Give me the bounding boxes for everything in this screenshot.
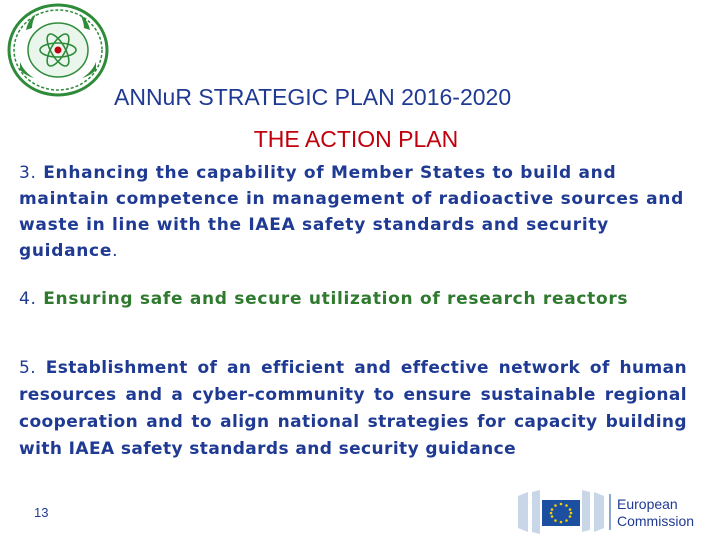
item-text: Ensuring safe and secure utilization of research reactors (36, 289, 629, 309)
item-tail: . (112, 241, 119, 261)
item-text: Enhancing the capability of Member States to build and maintain competence in management of radioactive sources and waste in line with the IAEA safety standards and security guidance (19, 163, 684, 261)
action-item-5 (19, 355, 687, 463)
action-item-3 (19, 160, 687, 264)
slide-subtitle (0, 126, 720, 153)
ec-logo-text (617, 496, 694, 530)
ec-line-1: European (617, 496, 678, 512)
item-number: 5. (19, 358, 37, 378)
annur-logo-icon (6, 2, 110, 98)
action-item-4 (19, 286, 687, 312)
item-number: 4. (19, 289, 37, 309)
slide-subtitle-text: THE ACTION PLAN (253, 126, 459, 152)
slide-title: ANNuR STRATEGIC PLAN 2016-2020 (114, 84, 512, 110)
page-number: 13 (34, 505, 49, 520)
item-number: 3. (19, 163, 37, 183)
ec-line-2: Commission (617, 513, 695, 529)
item-text: Establishment of an efficient and effective network of human resources and a cyber-community to ensure sustainable regional cooperation and to align national strategies for capacity building with IAEA safety standards and security guidance (19, 358, 687, 459)
